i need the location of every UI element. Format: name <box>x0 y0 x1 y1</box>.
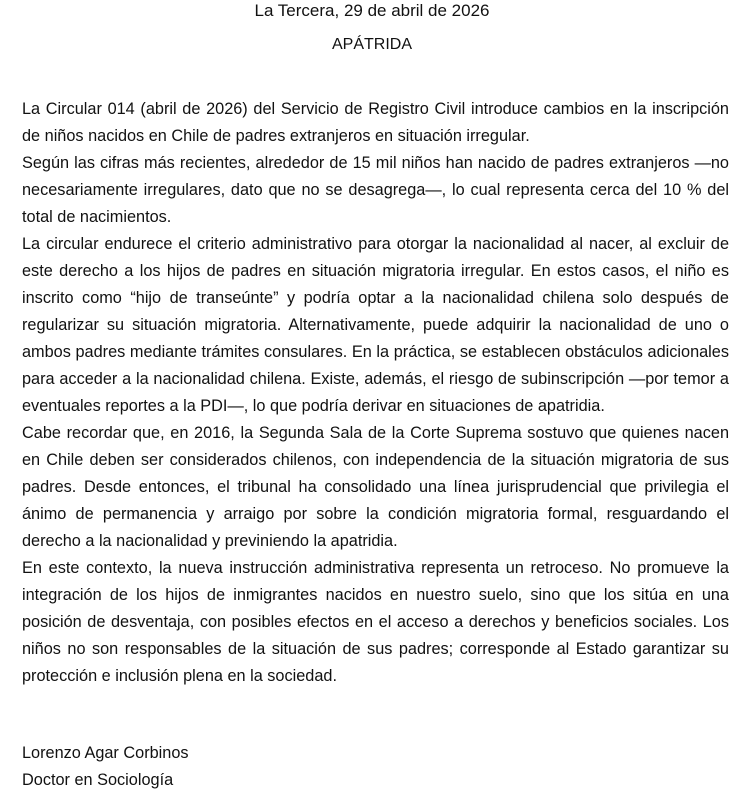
author-name: Lorenzo Agar Corbinos <box>22 744 189 762</box>
paragraph-statistics: Según las cifras más recientes, alrededor de 15 mil niños han nacido de padres extranjeros —no necesariamente irregulares, dato que no se desagrega—, lo cual representa cerca del 10 % del total de nacimientos. <box>22 154 729 226</box>
letter-body <box>22 96 729 690</box>
paragraph-criteria: La circular endurece el criterio administrativo para otorgar la nacionalidad al nacer, al excluir de este derecho a los hijos de padres en situación migratoria irregular. En estos casos, el niño es inscrito como “hijo de transeúnte” y podría optar a la nacionalidad chilena solo después de regularizar su situación migratoria. Alternativamente, puede adquirir la nacionalidad de uno o ambos padres mediante trámites consulares. En la práctica, se establecen obstáculos adicionales para acceder a la nacionalidad chilena. Existe, además, el riesgo de subinscripción —por temor a eventuales reportes a la PDI—, lo que podría derivar en situaciones de apatridia. <box>22 235 729 415</box>
paragraph-conclusion: En este contexto, la nueva instrucción administrativa representa un retroceso. No promueve la integración de los hijos de inmigrantes nacidos en nuestro suelo, sino que los sitúa en una posición de desventaja, con posibles efectos en el acceso a derechos y beneficios sociales. Los niños no son responsables de la situación de sus padres; corresponde al Estado garantizar su protección e inclusión plena en la sociedad. <box>22 559 729 685</box>
author-credential: Doctor en Sociología <box>22 771 174 789</box>
dateline: La Tercera, 29 de abril de 2026 <box>254 1 490 20</box>
paragraph-circular: La Circular 014 (abril de 2026) del Servicio de Registro Civil introduce cambios en la inscripción de niños nacidos en Chile de padres extranjeros en situación irregular. <box>22 100 729 145</box>
paragraph-supreme-court: Cabe recordar que, en 2016, la Segunda Sala de la Corte Suprema sostuvo que quienes nacen en Chile deben ser considerados chilenos, con independencia de la situación migratoria de sus padres. Desde entonces, el tribunal ha consolidado una línea jurisprudencial que privilegia el ánimo de permanencia y arraigo por sobre la condición migratoria formal, resguardando el derecho a la nacionalidad y previniendo la apatridia. <box>22 424 729 550</box>
page-title: APÁTRIDA <box>331 36 412 53</box>
signature-block <box>22 740 422 794</box>
